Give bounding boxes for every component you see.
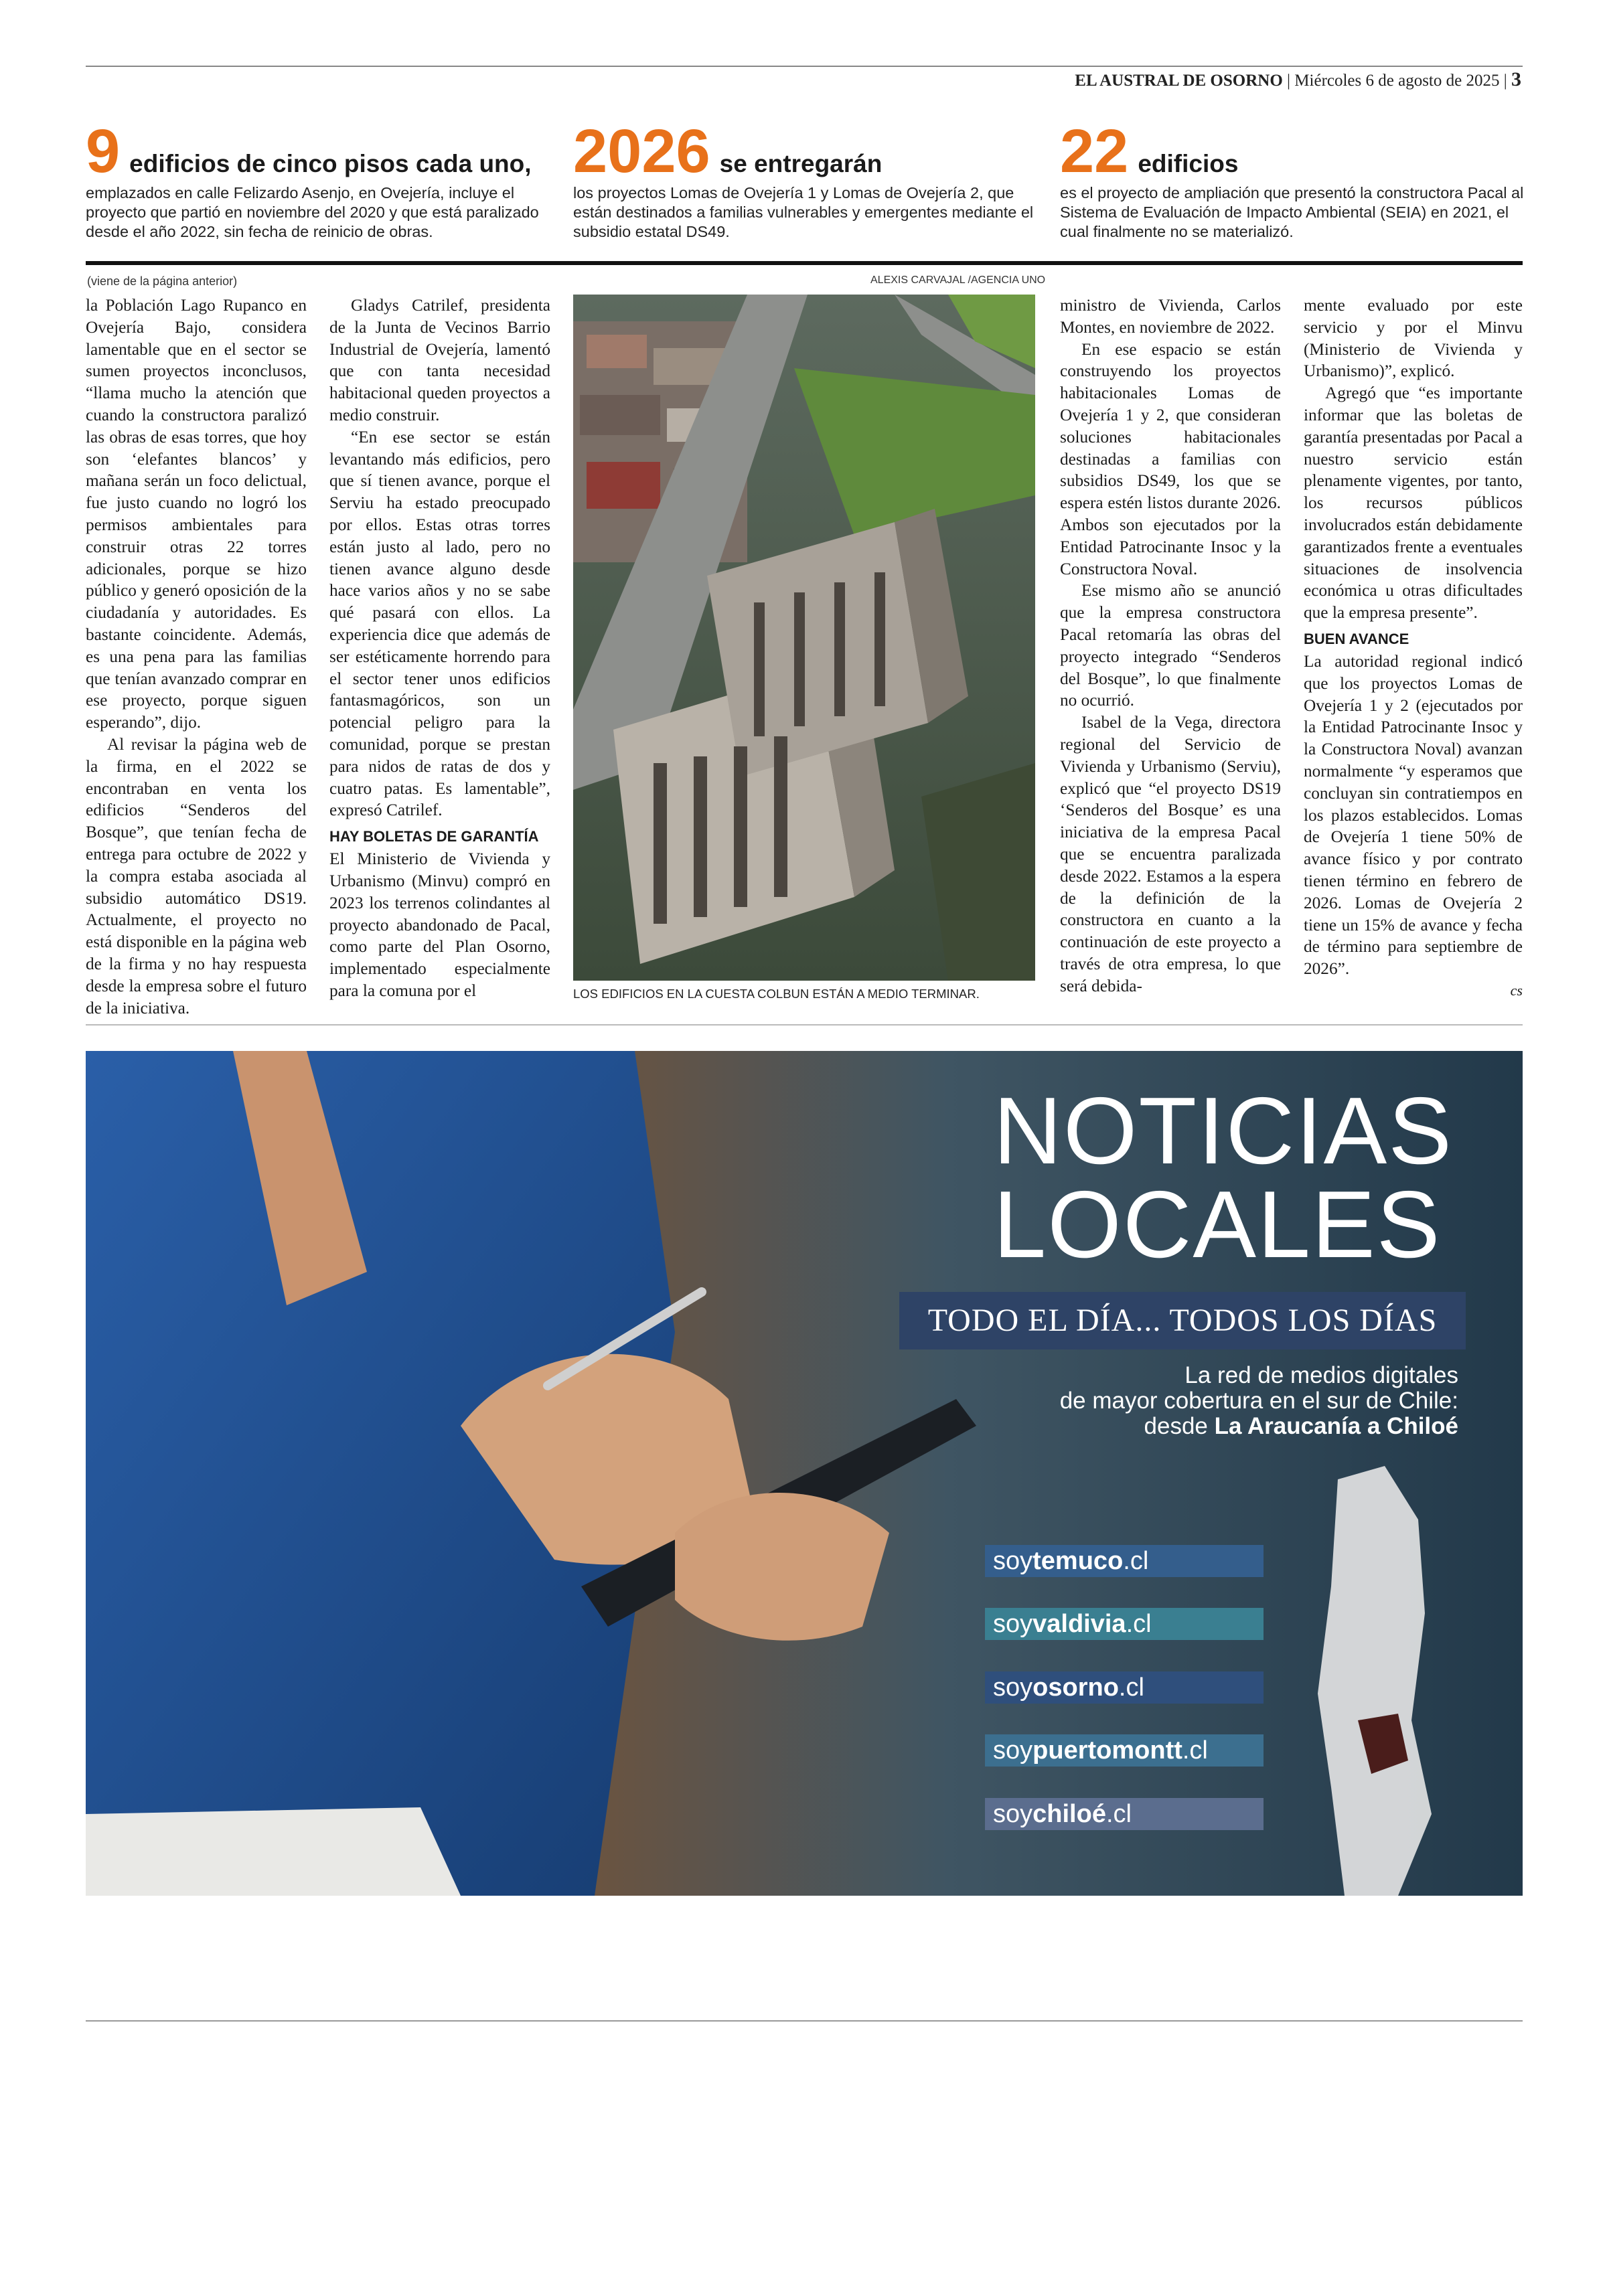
ad-subtitle: La red de medios digitales de mayor cobertura en el sur de Chile: desde La Araucanía a Chiloé <box>1059 1362 1458 1439</box>
fact-lead: se entregarán <box>719 150 883 177</box>
fact-number: 2026 <box>573 117 710 185</box>
fact-box-3 <box>1060 117 1529 242</box>
paragraph: ministro de Vivienda, Carlos Montes, en noviembre de 2022. <box>1060 296 1281 337</box>
paragraph: mente evaluado por este servicio y por el Minvu (Ministerio de Vivienda y Urbanismo)”, explicó. <box>1304 296 1523 381</box>
subheading: BUEN AVANCE <box>1304 630 1409 647</box>
paragraph: Isabel de la Vega, directora regional del Servicio de Vivienda y Urbanismo (Serviu), explicó que “el proyecto DS19 ‘Senderos del Bosque’ es una iniciativa de la empresa Pacal que se encuentra paralizada desde 2022. Estamos a la espera de la definición de la constructora en cuanto a la continuación de este proyecto a través de otra empresa, lo que será debida- <box>1060 713 1281 995</box>
site-link-puertomontt[interactable]: soypuertomontt.cl <box>985 1734 1264 1767</box>
photo-credit: ALEXIS CARVAJAL /AGENCIA UNO <box>870 274 1046 286</box>
site-link-chiloe[interactable]: soychiloé.cl <box>985 1798 1264 1830</box>
newspaper-name: EL AUSTRAL DE OSORNO <box>1075 72 1283 90</box>
article-column-4 <box>1304 295 1523 1002</box>
site-link-valdivia[interactable]: soyvaldivia.cl <box>985 1608 1264 1640</box>
ad-tagline: TODO EL DÍA... TODOS LOS DÍAS <box>899 1292 1466 1349</box>
advertisement[interactable] <box>86 1051 1523 1896</box>
paragraph: la Población Lago Rupanco en Ovejería Bajo, considera lamentable que en el sector se sumen proyectos inconclusos, “llama mucho la atención que cuando la constructora paralizó las obras de esas torres, que hoy son ‘elefantes blancos’ y mañana serán un foco delictual, fue justo cuando no logró los permisos ambientales para construir otras 22 torres adicionales, porque se hizo público y generó oposición de la ciudadanía y autoridades. Es bastante coincidente. Además, es una pena para las familias que tenían avanzado comprar en ese proyecto, porque siguen esperando”, dijo. <box>86 296 307 732</box>
fact-text: los proyectos Lomas de Ovejería 1 y Lomas de Ovejería 2, que están destinados a familias vulnerables y emergentes mediante el subsidio estatal DS49. <box>573 184 1034 240</box>
page-number: 3 <box>1511 68 1521 90</box>
fact-text: es el proyecto de ampliación que presentó la constructora Pacal al Sistema de Evaluación de Impacto Ambiental (SEIA) en 2021, el cual finalmente no se materializó. <box>1060 184 1524 240</box>
photo-caption: LOS EDIFICIOS EN LA CUESTA COLBUN ESTÁN A MEDIO TERMINAR. <box>573 987 980 1001</box>
paragraph: Agregó que “es importante informar que las boletas de garantía presentadas por Pacal a nuestro servicio están plenamente vigentes, por tanto, los recursos públicos involucrados están debidamente garantizados frente a eventuales situaciones de insolvencia económica u otras dificultades que la empresa presente”. <box>1304 384 1523 623</box>
site-link-temuco[interactable]: soytemuco.cl <box>985 1545 1264 1577</box>
issue-date: Miércoles 6 de agosto de 2025 <box>1294 72 1500 90</box>
paragraph: La autoridad regional indicó que los proyectos Lomas de Ovejería 1 y 2 (ejecutados por la Entidad Patrocinante Insoc y la Constructora Noval) avanzan normalmente “y esperamos que concluyan sin contratiempos en los plazos establecidos. Lomas de Ovejería 1 tiene 50% de avance físico y por contrato tienen término en febrero de 2026. Lomas de Ovejería 2 tiene un 15% de avance y fecha de término para septiembre de 2026”. <box>1304 651 1523 979</box>
paragraph: En ese espacio se están construyendo los proyectos habitacionales Lomas de Ovejería 1 y 2, que consideran soluciones habitacionales destinadas a familias con subsidios DS49, los que se espera estén listos durante 2026. Ambos son ejecutados por la Entidad Patrocinante Insoc y la Constructora Noval. <box>1060 339 1281 578</box>
fact-lead: edificios de cinco pisos cada uno, <box>129 150 532 177</box>
bottom-rule <box>86 2020 1523 2022</box>
continued-note: (viene de la página anterior) <box>87 274 238 288</box>
ad-title: NOTICIAS LOCALES <box>993 1078 1453 1278</box>
top-rule <box>86 66 1523 67</box>
article-column-2 <box>329 295 550 1002</box>
site-link-osorno[interactable]: soyosorno.cl <box>985 1671 1264 1704</box>
paragraph: “En ese sector se están levantando más edificios, pero que sí tienen avance, porque el Serviu ha estado preocupado por ellos. Estas otras torres están justo al lado, pero no tienen avance alguno desde hace varios años y no se sabe qué pasará con ellos. La experiencia dice que además de ser estéticamente horrendo para el sector tener unos edificios fantasmagóricos, son un potencial peligro para la comunidad, porque se prestan para nidos de ratas de dos y cuatro patas. Es lamentable”, expresó Catrilef. <box>329 427 550 820</box>
paragraph: Al revisar la página web de la firma, en el 2022 se encontraban en venta los edificios “Senderos del Bosque”, que tenían fecha de entrega para octubre de 2022 y la compra estaba asociada al subsidio automático DS19. Actualmente, el proyecto no está disponible en la página web de la firma y no hay respuesta desde la empresa sobre el futuro de la iniciativa. <box>86 734 307 1017</box>
fact-box-2 <box>573 117 1042 242</box>
article-column-1 <box>86 295 307 1019</box>
fact-box-1 <box>86 117 554 242</box>
article-photo <box>573 295 1035 981</box>
section-divider <box>86 261 1523 265</box>
paragraph: El Ministerio de Vivienda y Urbanismo (Minvu) compró en 2023 los terrenos colindantes al proyecto abandonado de Pacal, como parte del Plan Osorno, implementado especialmente para la comuna por el <box>329 849 550 1000</box>
page-header: EL AUSTRAL DE OSORNO | Miércoles 6 de agosto de 2025 | 3 <box>1075 68 1521 90</box>
fact-text: emplazados en calle Felizardo Asenjo, en Ovejería, incluye el proyecto que partió en noviembre del 2020 y que está paralizado desde el año 2022, sin fecha de reinicio de obras. <box>86 184 539 240</box>
subheading: HAY BOLETAS DE GARANTÍA <box>329 828 539 845</box>
fact-number: 9 <box>86 117 121 185</box>
fact-number: 22 <box>1060 117 1129 185</box>
fact-lead: edificios <box>1138 150 1239 177</box>
article-column-3 <box>1060 295 1281 997</box>
article-end-rule <box>86 1024 1523 1026</box>
aerial-building-image <box>573 295 1035 981</box>
paragraph: Ese mismo año se anunció que la empresa constructora Pacal retomaría las obras del proyecto integrado “Senderos del Bosque”, lo que finalmente no ocurrió. <box>1060 581 1281 710</box>
end-mark: cs <box>1510 981 1523 999</box>
paragraph: Gladys Catrilef, presidenta de la Junta de Vecinos Barrio Industrial de Ovejería, lamentó que con tanta necesidad habitacional queden proyectos a medio construir. <box>329 296 550 424</box>
